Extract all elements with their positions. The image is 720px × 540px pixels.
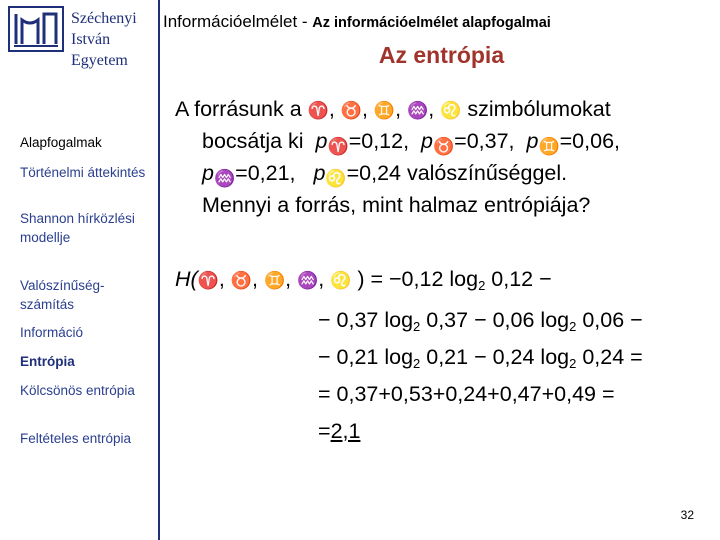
logo-line-3: Egyetem	[71, 52, 128, 69]
solution-text: 0,24 =	[576, 345, 643, 369]
prob-value: =0,06,	[559, 129, 620, 153]
header-title	[163, 12, 551, 32]
sidebar-item-kolcsonos[interactable]: Kölcsönös entrópia	[20, 383, 135, 398]
solution-text: 0,06 −	[576, 308, 643, 332]
taurus-symbol-icon: ♉	[230, 271, 252, 291]
final-result: 2,1	[330, 419, 361, 443]
prob-value: =0,24 valószínűséggel.	[346, 161, 568, 185]
gemini-symbol-icon: ♊	[538, 137, 560, 157]
problem-text: bocsátja ki	[202, 129, 304, 153]
sidebar-item-valoszinuseg[interactable]: Valószínűség-számítás	[20, 278, 105, 312]
solution-text: =	[318, 419, 331, 443]
gemini-symbol-icon: ♊	[373, 101, 396, 121]
solution-line-5	[318, 419, 360, 444]
prob-p: p	[202, 161, 214, 185]
gemini-symbol-icon: ♊	[263, 271, 286, 291]
solution-text: 0,37 − 0,06 log	[420, 308, 570, 332]
problem-line-4: Mennyi a forrás, mint halmaz entrópiája?	[202, 193, 591, 217]
log-base: 2	[478, 278, 486, 293]
problem-line-1: A forrásunk a ♈, ♉, ♊, ♒, ♌ szimbólumokat	[175, 97, 611, 121]
solution-text: − 0,37 log	[318, 308, 414, 332]
slide-number: 32	[680, 508, 694, 522]
log-base: 2	[569, 319, 577, 334]
problem-line-3	[202, 161, 568, 189]
entropy-H: H(	[175, 267, 198, 291]
log-base: 2	[413, 319, 421, 334]
aquarius-symbol-icon: ♒	[297, 271, 319, 291]
solution-line-3	[318, 345, 643, 370]
topic-name: Az információelmélet alapfogalmai	[312, 15, 551, 31]
solution-text: 0,21 − 0,24 log	[420, 345, 570, 369]
problem-text: A forrásunk a	[175, 97, 302, 121]
taurus-symbol-icon: ♉	[340, 101, 362, 121]
taurus-symbol-icon: ♉	[432, 137, 455, 157]
prob-value: =0,21,	[235, 161, 296, 185]
leo-symbol-icon: ♌	[330, 271, 352, 291]
solution-line-2	[318, 308, 643, 333]
sidebar-item-informacio[interactable]: Információ	[20, 325, 84, 340]
solution-text: ) = −0,12 log	[357, 267, 479, 291]
course-name: Információelmélet	[163, 12, 298, 31]
logo-line-2: István	[71, 31, 111, 48]
problem-text: szimbólumokat	[467, 97, 611, 121]
prob-p: p	[526, 129, 539, 153]
sidebar-item-felteteles[interactable]: Feltételes entrópia	[20, 431, 132, 446]
prob-p: p	[421, 129, 433, 153]
log-base: 2	[413, 356, 421, 371]
leo-symbol-icon: ♌	[325, 169, 347, 189]
aquarius-symbol-icon: ♒	[407, 101, 429, 121]
solution-text: 0,12 −	[485, 267, 552, 291]
prob-p: p	[313, 161, 326, 185]
sidebar-item-shannon[interactable]: Shannon hírközlési modellje	[20, 211, 135, 245]
sidebar-heading: Alapfogalmak	[20, 135, 102, 150]
solution-line-1: H(♈, ♉, ♊, ♒, ♌ ) = −0,12 $\log_2 0,12$ −	[175, 267, 552, 293]
university-logo-icon	[8, 6, 64, 52]
aries-symbol-icon: ♈	[307, 101, 329, 121]
solution-text: − 0,21 log	[318, 345, 414, 369]
aquarius-symbol-icon: ♒	[213, 169, 236, 189]
aries-symbol-icon: ♈	[197, 271, 219, 291]
slide-title: Az entrópia	[378, 42, 505, 68]
prob-value: =0,12,	[348, 129, 410, 153]
aries-symbol-icon: ♈	[327, 137, 349, 157]
sidebar-item-tortenelmi[interactable]: Történelmi áttekintés	[20, 165, 146, 180]
prob-p: p	[315, 129, 328, 153]
prob-value: =0,37,	[454, 129, 515, 153]
sidebar-item-entropia[interactable]: Entrópia	[20, 354, 75, 369]
leo-symbol-icon: ♌	[440, 101, 462, 121]
university-name	[71, 8, 137, 71]
sidebar	[0, 0, 160, 540]
problem-line-2	[202, 129, 620, 157]
solution-line-4: = 0,37+0,53+0,24+0,47+0,49 =	[318, 382, 615, 406]
log-base: 2	[569, 356, 577, 371]
logo-line-1: Széchenyi	[71, 10, 137, 27]
header-separator: -	[297, 12, 313, 31]
